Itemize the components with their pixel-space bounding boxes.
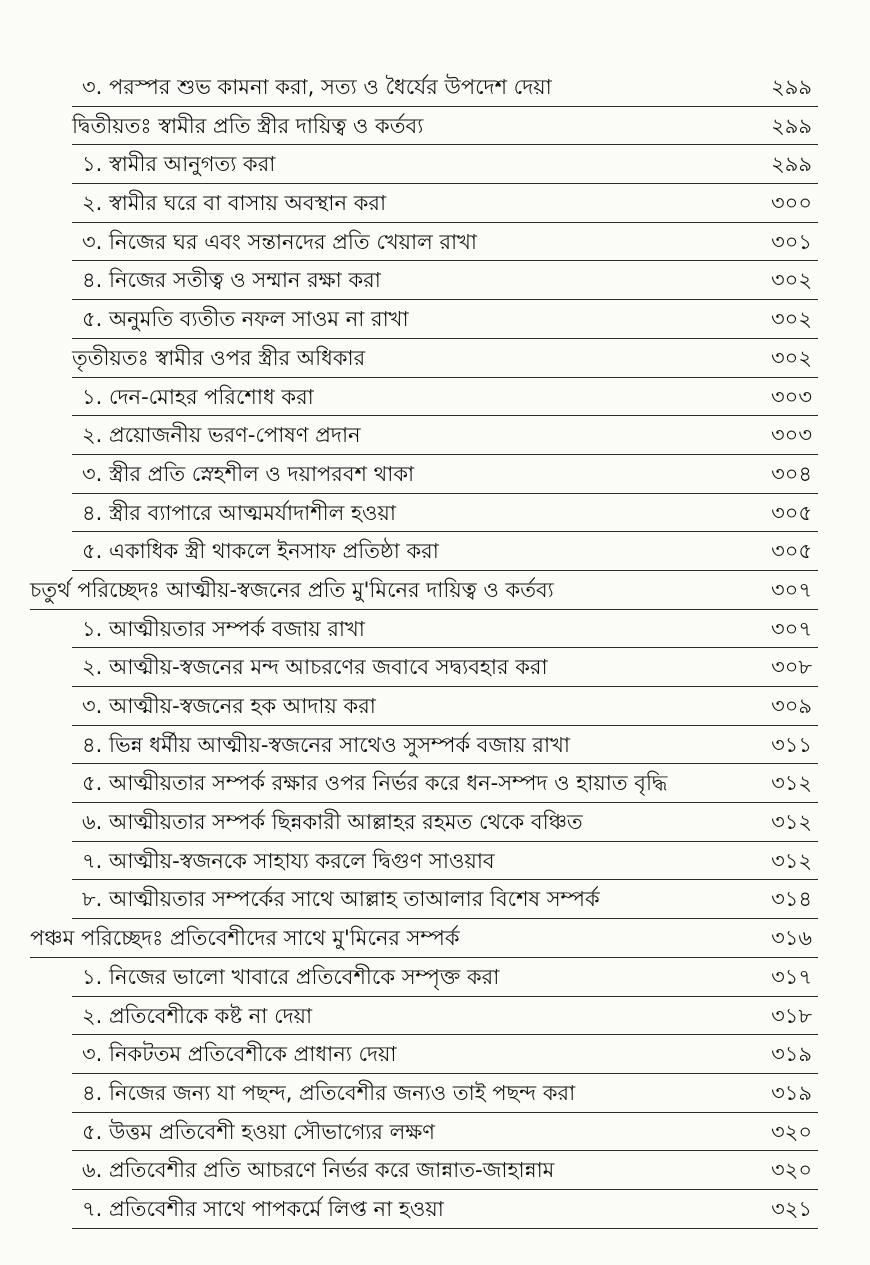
toc-page-number: ৩০১: [771, 229, 812, 254]
toc-entry: [72, 494, 818, 533]
toc-entry-title: ১. দেন-মোহর পরিশোধ করা: [82, 384, 314, 409]
toc-entry-title: ৩. আত্মীয়-স্বজনের হক আদায় করা: [82, 694, 376, 718]
toc-page-number: ৩০৮: [771, 655, 812, 680]
toc-section-heading: [72, 107, 818, 146]
toc-entry: [72, 416, 818, 455]
toc-page-number: ৩১৪: [771, 887, 812, 912]
toc-entry-title: ৫. একাধিক স্ত্রী থাকলে ইনসাফ প্রতিষ্ঠা করা: [82, 539, 439, 564]
toc-entry: [72, 184, 818, 223]
toc-page-number: ২৯৯: [771, 75, 812, 99]
toc-entry-title: ১. আত্মীয়তার সম্পর্ক বজায় রাখা: [82, 616, 365, 641]
toc-entry: [72, 261, 818, 300]
toc-page-number: ৩১২: [771, 848, 812, 873]
toc-entry: [72, 223, 818, 262]
toc-entry: [72, 1113, 818, 1152]
toc-entry: [72, 648, 818, 687]
toc-entry-title: ৩. নিকটতম প্রতিবেশীকে প্রাধান্য দেয়া: [82, 1042, 397, 1067]
toc-page-number: ৩১৮: [771, 1003, 812, 1028]
toc-entry-title: ২. স্বামীর ঘরে বা বাসায় অবস্থান করা: [82, 191, 387, 216]
toc-entry-title: ৫. উত্তম প্রতিবেশী হওয়া সৌভাগ্যের লক্ষণ: [82, 1119, 436, 1144]
toc-entry-title: ১. স্বামীর আনুগত্য করা: [82, 152, 276, 177]
toc-page-number: ৩০৪: [771, 461, 812, 486]
toc-entry: [72, 532, 818, 571]
toc-entry: [72, 610, 818, 649]
toc-entry-title: ৩. নিজের ঘর এবং সন্তানদের প্রতি খেয়াল রাখা: [82, 229, 477, 254]
toc-entry: [72, 378, 818, 417]
toc-entry: [72, 1190, 818, 1229]
toc-page-number: ৩০৩: [771, 423, 812, 448]
toc-page-number: ৩১৯: [771, 1080, 812, 1105]
toc-entry: [72, 300, 818, 339]
toc-entry: [72, 145, 818, 184]
toc-entry-title: পঞ্চম পরিচ্ছেদঃ প্রতিবেশীদের সাথে মু'মিনের সম্পর্ক: [30, 926, 460, 951]
toc-page-number: ৩০০: [771, 191, 812, 216]
toc-entry: [72, 1074, 818, 1113]
toc-entry-title: দ্বিতীয়তঃ স্বামীর প্রতি স্ত্রীর দায়িত্ব ও কর্তব্য: [72, 113, 424, 138]
toc-page-number: ৩২০: [771, 1119, 812, 1144]
toc-page-number: ৩২০: [771, 1158, 812, 1183]
toc-page-number: ৩১২: [771, 810, 812, 835]
toc-entry: [72, 1151, 818, 1190]
toc-page-number: ৩০২: [771, 345, 812, 370]
toc-section-heading: [72, 339, 818, 378]
toc-entry-title: চতুর্থ পরিচ্ছেদঃ আত্মীয়-স্বজনের প্রতি মু'মিনের দায়িত্ব ও কর্তব্য: [30, 577, 554, 602]
toc-entry-title: ২. প্রতিবেশীকে কষ্ট না দেয়া: [82, 1003, 313, 1028]
toc-page-number: ৩০২: [771, 307, 812, 332]
toc-entry-title: ৭. প্রতিবেশীর সাথে পাপকর্মে লিপ্ত না হওয়া: [82, 1196, 444, 1221]
toc-entry-title: ৫. অনুমতি ব্যতীত নফল সাওম না রাখা: [82, 307, 409, 332]
toc-entry-title: ৪. নিজের সতীত্ব ও সম্মান রক্ষা করা: [82, 268, 381, 293]
toc-entry-title: ৭. আত্মীয়-স্বজনকে সাহায্য করলে দ্বিগুণ সাওয়াব: [82, 848, 495, 873]
toc-page-number: ৩২১: [771, 1196, 812, 1221]
toc-entry-title: ৪. নিজের জন্য যা পছন্দ, প্রতিবেশীর জন্যও তাই পছন্দ করা: [82, 1080, 576, 1105]
toc-entry: [72, 687, 818, 726]
toc-entry-title: তৃতীয়তঃ স্বামীর ওপর স্ত্রীর অধিকার: [72, 345, 366, 370]
toc-page-number: ৩১৬: [771, 926, 812, 951]
toc-page-number: ৩১১: [771, 732, 812, 757]
toc-entry-title: ৬. আত্মীয়তার সম্পর্ক ছিন্নকারী আল্লাহর রহমত থেকে বঞ্চিত: [82, 810, 583, 835]
toc-page-number: ৩০৫: [771, 539, 812, 564]
toc-page-number: ৩০২: [771, 268, 812, 293]
toc-entry-title: ২. আত্মীয়-স্বজনের মন্দ আচরণের জবাবে সদ্ব্যবহার করা: [82, 655, 548, 680]
toc-entry: [72, 1035, 818, 1074]
toc-entry: [72, 455, 818, 494]
toc-chapter-heading: [30, 919, 818, 958]
toc-page-number: ২৯৯: [771, 152, 812, 177]
toc-entry: [72, 726, 818, 765]
toc-entry-title: ১. নিজের ভালো খাবারে প্রতিবেশীকে সম্পৃক্ত করা: [82, 964, 500, 989]
toc-page-number: ৩০৫: [771, 500, 812, 525]
toc-page-number: ৩০৭: [771, 577, 812, 602]
toc-entry: [72, 764, 818, 803]
toc-entry-title: ৬. প্রতিবেশীর প্রতি আচরণে নির্ভর করে জান্নাত-জাহান্নাম: [82, 1158, 555, 1183]
toc-entry-title: ৩. স্ত্রীর প্রতি স্নেহশীল ও দয়াপরবশ থাকা: [82, 461, 415, 486]
toc-page-number: ৩১৯: [771, 1042, 812, 1067]
toc-entry: [72, 68, 818, 107]
toc-entry: [72, 803, 818, 842]
toc-chapter-heading: [30, 571, 818, 610]
toc-page-number: ৩০৯: [771, 694, 812, 718]
table-of-contents: [0, 68, 870, 1229]
toc-page-number: ৩০৩: [771, 384, 812, 409]
toc-entry-title: ৮. আত্মীয়তার সম্পর্কের সাথে আল্লাহ তাআলার বিশেষ সম্পর্ক: [82, 887, 600, 912]
toc-entry-title: ৫. আত্মীয়তার সম্পর্ক রক্ষার ওপর নির্ভর করে ধন-সম্পদ ও হায়াত বৃদ্ধি: [82, 771, 668, 796]
toc-entry: [72, 958, 818, 997]
toc-page-number: ২৯৯: [771, 113, 812, 138]
toc-entry-title: ২. প্রয়োজনীয় ভরণ-পোষণ প্রদান: [82, 423, 361, 448]
toc-entry: [72, 842, 818, 881]
toc-page-number: ৩১৭: [771, 964, 812, 989]
toc-entry-title: ৪. ভিন্ন ধর্মীয় আত্মীয়-স্বজনের সাথেও সুসম্পর্ক বজায় রাখা: [82, 732, 570, 757]
toc-entry: [72, 880, 818, 919]
toc-entry-title: ৪. স্ত্রীর ব্যাপারে আত্মমর্যাদাশীল হওয়া: [82, 500, 396, 525]
toc-page-number: ৩০৭: [771, 616, 812, 641]
toc-entry: [72, 997, 818, 1036]
toc-entry-title: ৩. পরস্পর শুভ কামনা করা, সত্য ও ধৈর্যের উপদেশ দেয়া: [82, 75, 552, 99]
toc-page-number: ৩১২: [771, 771, 812, 796]
